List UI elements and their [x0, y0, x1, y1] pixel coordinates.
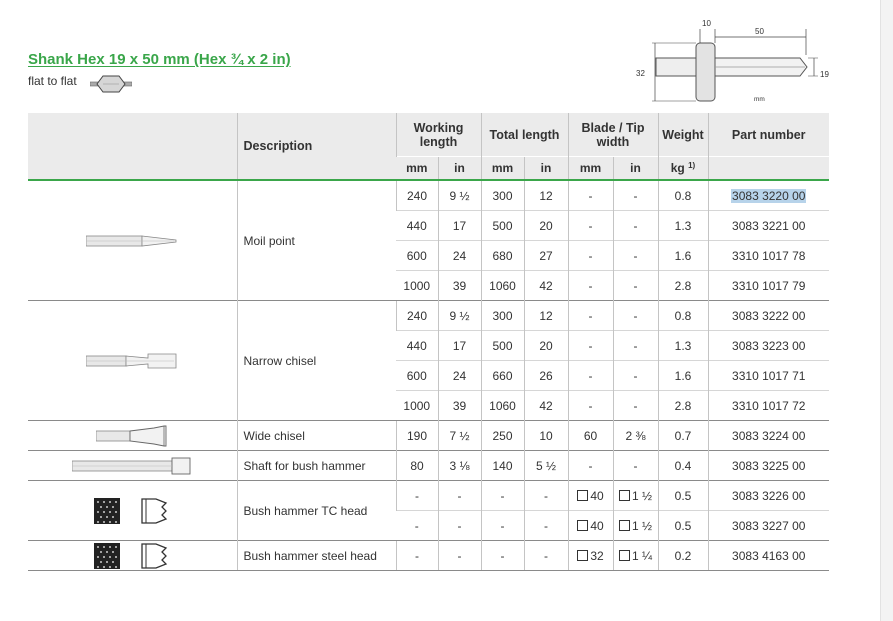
weight-footnote: 1) — [688, 161, 696, 170]
part-number-cell: 3083 3225 00 — [708, 451, 829, 481]
blade-width-in: - — [613, 180, 658, 211]
part-number-cell: 3083 4163 00 — [708, 541, 829, 571]
total-length-header: Total length — [481, 113, 568, 157]
working-length-in: 17 — [438, 211, 481, 241]
working-length-mm: 240 — [396, 180, 438, 211]
part-number-cell: 3083 3221 00 — [708, 211, 829, 241]
weight-cell: 0.5 — [658, 511, 708, 541]
blade-width-header: Blade / Tip width — [568, 113, 658, 157]
weight-cell: 0.2 — [658, 541, 708, 571]
page-scrollbar[interactable] — [880, 0, 893, 621]
total-length-mm: 140 — [481, 451, 524, 481]
image-header — [28, 113, 237, 180]
working-length-in: 39 — [438, 391, 481, 421]
blade-width-in: 2 ⅜ — [613, 421, 658, 451]
weight-cell: 1.3 — [658, 331, 708, 361]
blade-width-mm: - — [568, 301, 613, 331]
bush-head-image — [28, 541, 237, 571]
working-length-mm: 440 — [396, 331, 438, 361]
working-length-in: 17 — [438, 331, 481, 361]
square-marker-icon — [619, 550, 630, 561]
total-length-mm: - — [481, 481, 524, 511]
table-row — [28, 301, 829, 331]
blade-width-mm: - — [568, 331, 613, 361]
blade-width-mm: - — [568, 361, 613, 391]
working-length-header: Working length — [396, 113, 481, 157]
total-length-mm: 500 — [481, 331, 524, 361]
working-length-in: - — [438, 541, 481, 571]
blade-width-value: 1 ½ — [631, 518, 652, 533]
shank-dimension-diagram — [630, 15, 835, 110]
weight-cell: 1.6 — [658, 361, 708, 391]
working-length-mm: 190 — [396, 421, 438, 451]
total-length-mm: - — [481, 511, 524, 541]
blade-width-in — [613, 481, 658, 511]
product-description: Bush hammer steel head — [237, 541, 396, 571]
total-length-in: 10 — [524, 421, 568, 451]
weight-cell: 0.7 — [658, 421, 708, 451]
total-length-in: 42 — [524, 391, 568, 421]
weight-cell: 2.8 — [658, 391, 708, 421]
product-description: Shaft for bush hammer — [237, 451, 396, 481]
dim-unit-label: mm — [754, 96, 765, 103]
dim-hex-label: 19 — [820, 70, 829, 79]
dim-length-label: 50 — [755, 27, 764, 36]
blade-width-value: 1 ¼ — [631, 548, 652, 563]
part-number-cell[interactable] — [708, 180, 829, 211]
page-title: Shank Hex 19 x 50 mm (Hex ¾ x 2 in) — [28, 51, 291, 68]
table-row — [28, 541, 829, 571]
weight-unit: kg — [670, 161, 685, 175]
wide-chisel-image — [28, 421, 237, 451]
part-number-header: Part number — [708, 113, 829, 157]
blade-width-in — [613, 541, 658, 571]
weight-cell: 0.5 — [658, 481, 708, 511]
square-marker-icon — [577, 490, 588, 501]
blade-width-value: 40 — [590, 518, 604, 533]
part-number-cell: 3083 3222 00 — [708, 301, 829, 331]
working-length-mm: 600 — [396, 241, 438, 271]
square-marker-icon — [619, 490, 630, 501]
table-row — [28, 451, 829, 481]
total-length-in: - — [524, 481, 568, 511]
page-subtitle: flat to flat — [28, 74, 77, 88]
product-spec-table — [28, 113, 829, 571]
total-length-in: - — [524, 511, 568, 541]
blade-width-in: - — [613, 241, 658, 271]
weight-cell: 2.8 — [658, 271, 708, 301]
total-length-in: 12 — [524, 180, 568, 211]
description-header: Description — [237, 113, 396, 180]
working-length-mm: 1000 — [396, 271, 438, 301]
total-length-in: 26 — [524, 361, 568, 391]
blade-width-mm — [568, 481, 613, 511]
working-length-mm: - — [396, 541, 438, 571]
total-length-in: 5 ½ — [524, 451, 568, 481]
working-length-in: - — [438, 511, 481, 541]
blade-width-mm: - — [568, 451, 613, 481]
unit-header: mm — [396, 157, 438, 181]
working-length-mm: 80 — [396, 451, 438, 481]
table-row — [28, 421, 829, 451]
unit-header: in — [524, 157, 568, 181]
bush-shaft-image — [28, 451, 237, 481]
unit-header: mm — [568, 157, 613, 181]
bush-head-image — [28, 481, 237, 541]
dim-collar-label: 32 — [636, 69, 645, 78]
square-marker-icon — [619, 520, 630, 531]
square-marker-icon — [577, 520, 588, 531]
working-length-mm: - — [396, 511, 438, 541]
weight-cell: 1.3 — [658, 211, 708, 241]
square-marker-icon — [577, 550, 588, 561]
narrow-chisel-image — [28, 301, 237, 421]
blade-width-mm: - — [568, 271, 613, 301]
working-length-mm: 240 — [396, 301, 438, 331]
total-length-mm: 660 — [481, 361, 524, 391]
working-length-in: 9 ½ — [438, 301, 481, 331]
weight-cell: 0.4 — [658, 451, 708, 481]
total-length-mm: - — [481, 541, 524, 571]
blade-width-in — [613, 511, 658, 541]
total-length-in: 20 — [524, 211, 568, 241]
blade-width-mm — [568, 541, 613, 571]
unit-header — [708, 157, 829, 181]
blade-width-mm: - — [568, 241, 613, 271]
blade-width-mm: - — [568, 211, 613, 241]
working-length-in: 39 — [438, 271, 481, 301]
part-number-cell: 3083 3223 00 — [708, 331, 829, 361]
working-length-in: 9 ½ — [438, 180, 481, 211]
total-length-in: 12 — [524, 301, 568, 331]
blade-width-mm — [568, 511, 613, 541]
unit-header: in — [613, 157, 658, 181]
weight-cell: 0.8 — [658, 180, 708, 211]
total-length-mm: 1060 — [481, 271, 524, 301]
part-number-cell: 3310 1017 71 — [708, 361, 829, 391]
total-length-mm: 250 — [481, 421, 524, 451]
weight-cell: 1.6 — [658, 241, 708, 271]
dim-shoulder-label: 10 — [702, 19, 711, 28]
part-number-cell: 3083 3227 00 — [708, 511, 829, 541]
total-length-mm: 1060 — [481, 391, 524, 421]
working-length-in: 24 — [438, 361, 481, 391]
selected-part-number[interactable]: 3083 3220 00 — [732, 188, 806, 203]
total-length-mm: 300 — [481, 301, 524, 331]
total-length-mm: 500 — [481, 211, 524, 241]
product-description: Moil point — [237, 180, 396, 301]
part-number-cell: 3083 3226 00 — [708, 481, 829, 511]
table-row — [28, 481, 829, 511]
working-length-mm: 1000 — [396, 391, 438, 421]
blade-width-in: - — [613, 391, 658, 421]
working-length-in: - — [438, 481, 481, 511]
unit-header — [658, 157, 708, 181]
working-length-mm: 440 — [396, 211, 438, 241]
table-row — [28, 180, 829, 211]
total-length-mm: 680 — [481, 241, 524, 271]
working-length-mm: 600 — [396, 361, 438, 391]
unit-header: in — [438, 157, 481, 181]
blade-width-value: 40 — [590, 488, 604, 503]
working-length-in: 7 ½ — [438, 421, 481, 451]
blade-width-value: 32 — [590, 548, 604, 563]
blade-width-mm: - — [568, 180, 613, 211]
total-length-in: - — [524, 541, 568, 571]
total-length-in: 20 — [524, 331, 568, 361]
total-length-in: 27 — [524, 241, 568, 271]
working-length-mm: - — [396, 481, 438, 511]
part-number-cell: 3310 1017 78 — [708, 241, 829, 271]
total-length-in: 42 — [524, 271, 568, 301]
part-number-cell: 3310 1017 72 — [708, 391, 829, 421]
weight-header: Weight — [658, 113, 708, 157]
product-description: Bush hammer TC head — [237, 481, 396, 541]
unit-header: mm — [481, 157, 524, 181]
blade-width-in: - — [613, 211, 658, 241]
total-length-mm: 300 — [481, 180, 524, 211]
moil-point-image — [28, 180, 237, 301]
blade-width-in: - — [613, 451, 658, 481]
blade-width-in: - — [613, 301, 658, 331]
product-description: Narrow chisel — [237, 301, 396, 421]
product-description: Wide chisel — [237, 421, 396, 451]
blade-width-in: - — [613, 271, 658, 301]
weight-cell: 0.8 — [658, 301, 708, 331]
hex-shank-icon — [90, 74, 132, 94]
blade-width-in: - — [613, 331, 658, 361]
part-number-cell: 3310 1017 79 — [708, 271, 829, 301]
blade-width-mm: - — [568, 391, 613, 421]
working-length-in: 3 ⅛ — [438, 451, 481, 481]
blade-width-mm: 60 — [568, 421, 613, 451]
blade-width-value: 1 ½ — [631, 488, 652, 503]
blade-width-in: - — [613, 361, 658, 391]
part-number-cell: 3083 3224 00 — [708, 421, 829, 451]
working-length-in: 24 — [438, 241, 481, 271]
